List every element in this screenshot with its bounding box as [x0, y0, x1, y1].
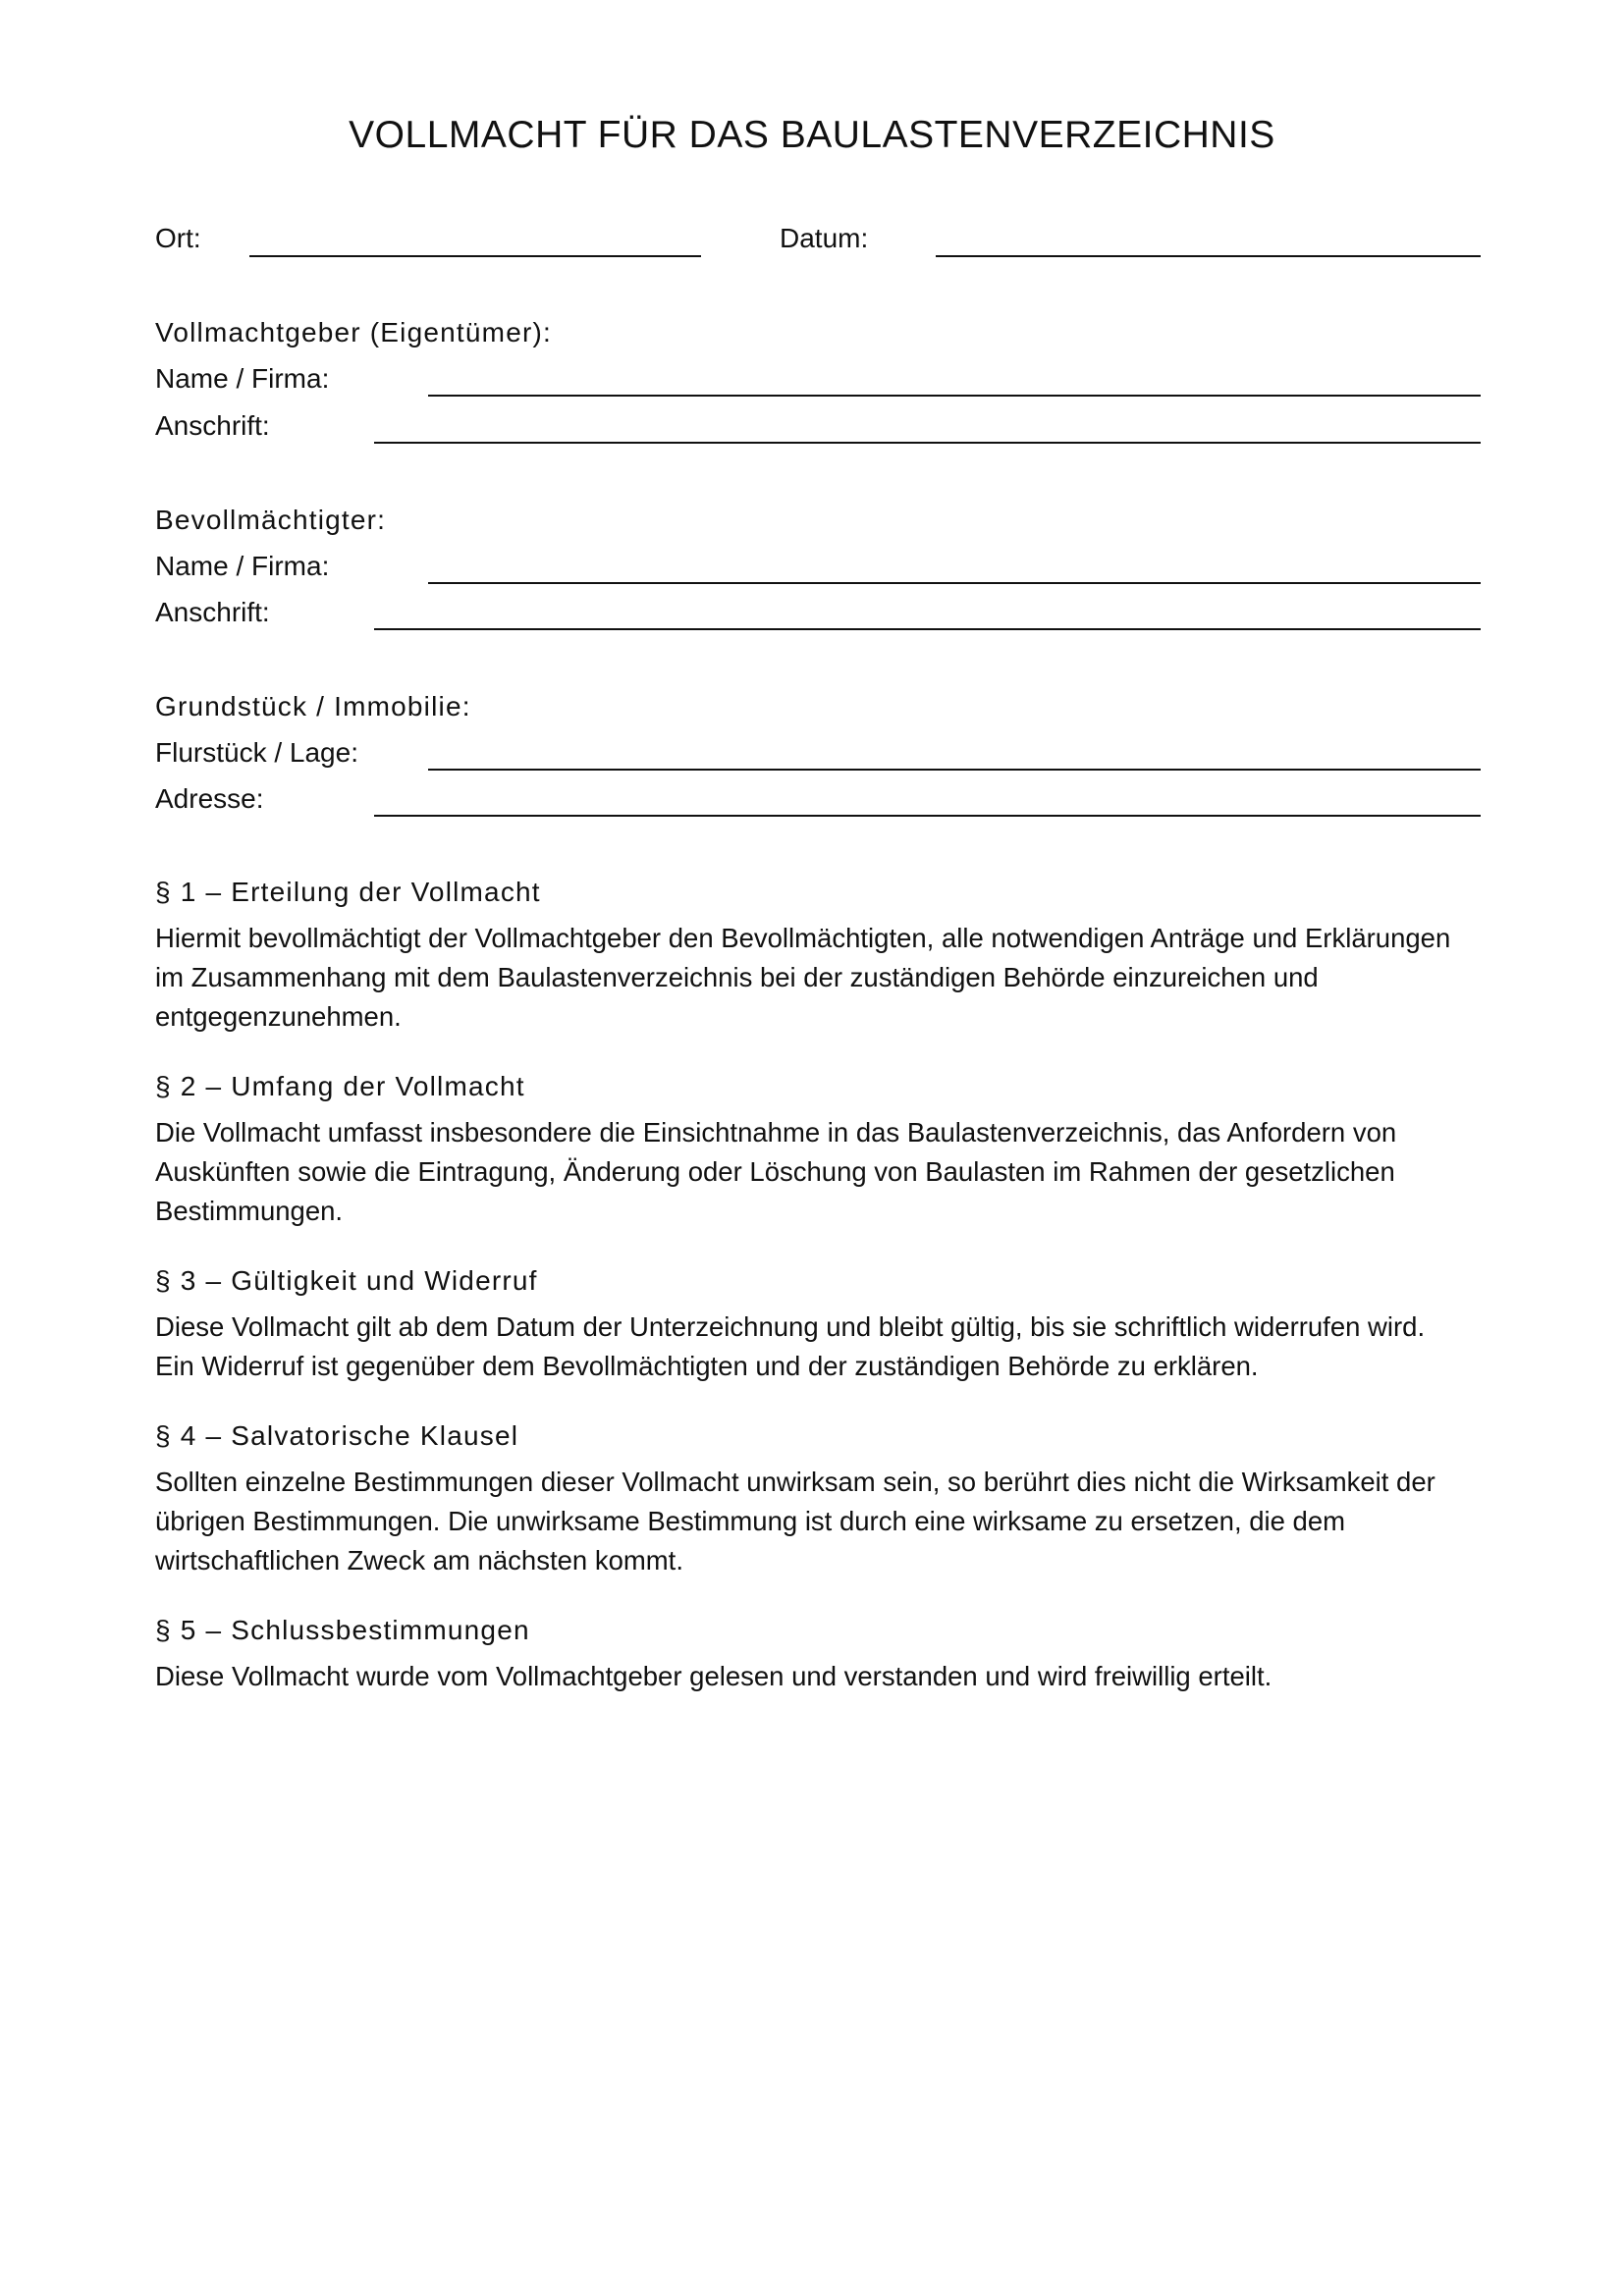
datum-label: Datum:	[780, 223, 869, 253]
section-5-heading: § 5 – Schlussbestimmungen	[155, 1615, 530, 1645]
adresse-line[interactable]	[374, 815, 1481, 817]
flurstueck-line[interactable]	[428, 769, 1481, 771]
bevollmaechtigter-name-label: Name / Firma:	[155, 551, 330, 581]
vollmachtgeber-name-line[interactable]	[428, 395, 1481, 397]
section-4-body	[155, 1463, 1490, 1580]
section-2-body	[155, 1113, 1490, 1231]
section-4-line-2: übrigen Bestimmungen. Die unwirksame Bestimmung ist durch eine wirksame zu ersetzen, die dem	[155, 1506, 1346, 1536]
section-3-body	[155, 1308, 1490, 1386]
flurstueck-label: Flurstück / Lage:	[155, 737, 358, 768]
section-3-line-2: Ein Widerruf ist gegenüber dem Bevollmächtigten und der zuständigen Behörde zu erklären.	[155, 1351, 1259, 1381]
section-1-line-2: im Zusammenhang mit dem Baulastenverzeichnis bei der zuständigen Behörde einzureichen und	[155, 962, 1319, 992]
section-1-line-3: entgegenzunehmen.	[155, 1001, 402, 1032]
ort-label: Ort:	[155, 223, 201, 253]
section-2-line-2: Auskünften sowie die Eintragung, Änderung oder Löschung von Baulasten im Rahmen der gesetzlichen	[155, 1156, 1395, 1187]
datum-field-line[interactable]	[936, 255, 1481, 257]
section-1-line-1: Hiermit bevollmächtigt der Vollmachtgeber den Bevollmächtigten, alle notwendigen Anträge und Erklärungen	[155, 923, 1451, 953]
section-2-heading: § 2 – Umfang der Vollmacht	[155, 1071, 525, 1101]
grundstueck-heading: Grundstück / Immobilie:	[155, 691, 471, 721]
bevollmaechtigter-anschrift-line[interactable]	[374, 628, 1481, 630]
bevollmaechtigter-anschrift-label: Anschrift:	[155, 597, 270, 627]
bevollmaechtigter-heading: Bevollmächtigter:	[155, 505, 387, 535]
ort-field-line[interactable]	[249, 255, 701, 257]
vollmachtgeber-heading: Vollmachtgeber (Eigentümer):	[155, 317, 552, 347]
section-5-body	[155, 1657, 1490, 1696]
section-3-heading: § 3 – Gültigkeit und Widerruf	[155, 1265, 538, 1296]
vollmachtgeber-anschrift-line[interactable]	[374, 442, 1481, 444]
document-title: VOLLMACHT FÜR DAS BAULASTENVERZEICHNIS	[349, 114, 1275, 156]
section-1-heading: § 1 – Erteilung der Vollmacht	[155, 877, 541, 907]
bevollmaechtigter-name-line[interactable]	[428, 582, 1481, 584]
section-2-line-3: Bestimmungen.	[155, 1196, 344, 1226]
section-1-body	[155, 919, 1490, 1037]
vollmachtgeber-name-label: Name / Firma:	[155, 363, 330, 394]
vollmachtgeber-anschrift-label: Anschrift:	[155, 410, 270, 441]
adresse-label: Adresse:	[155, 783, 264, 814]
section-2-line-1: Die Vollmacht umfasst insbesondere die Einsichtnahme in das Baulastenverzeichnis, das Anfordern von	[155, 1117, 1397, 1148]
section-4-line-3: wirtschaftlichen Zweck am nächsten kommt.	[155, 1545, 683, 1575]
section-3-line-1: Diese Vollmacht gilt ab dem Datum der Unterzeichnung und bleibt gültig, bis sie schriftlich widerrufen wird.	[155, 1311, 1426, 1342]
section-5-line-1: Diese Vollmacht wurde vom Vollmachtgeber gelesen und verstanden und wird freiwillig erteilt.	[155, 1661, 1272, 1691]
section-4-line-1: Sollten einzelne Bestimmungen dieser Vollmacht unwirksam sein, so berührt dies nicht die Wirksamkeit der	[155, 1467, 1435, 1497]
section-4-heading: § 4 – Salvatorische Klausel	[155, 1420, 519, 1451]
